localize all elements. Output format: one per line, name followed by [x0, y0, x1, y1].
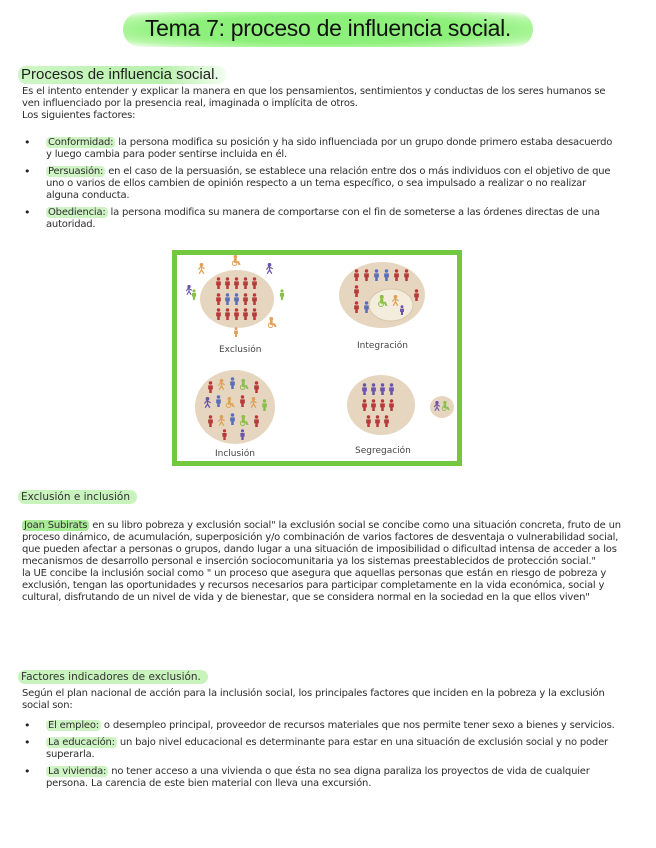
factors-list: [22, 137, 618, 236]
list-item: [22, 737, 622, 761]
label-integration: Integración: [357, 341, 409, 351]
bullet-term: La vivienda:: [48, 766, 107, 777]
factors-label: Los siguientes factores:: [22, 110, 136, 121]
bullet-text: la persona modifica su manera de comportarse con el fin de someterse a las órdenes directas de una autoridad.: [46, 207, 600, 230]
label-exclusion: Exclusión: [219, 345, 262, 355]
section-intro-paragraph: [22, 86, 612, 122]
integration-inner-circle: [369, 289, 413, 321]
list-item: [22, 720, 622, 732]
ue-text: la UE concibe la inclusión social como " un proceso que asegura que aquellas personas que están en riesgo de pobreza y exclusión, tengan las oportunidades y recursos necesarios para participar completamente en la vida económica, social y cultural, disfrutando de un nivel de vida y de bienestar, que se considera normal en la sociedad en la que ellos viven": [22, 568, 607, 603]
subirats-text: en su libro pobreza y exclusión social" la exclusión social se concibe como una situación concreta, fruto de un proceso dinámico, de acumulación, superposición y/o combinación de varios factores de desventaja o vulnerabilidad social, que pueden afectar a personas o grupos, dando lugar a una situación de imposibilidad o dificultad intensa de acceder a los mecanismos de desarrollo personal e inserción sociocomunitaria ya los sistemas preestablecidos de protección social.": [22, 520, 621, 567]
label-segregation: Segregación: [355, 446, 411, 456]
list-item: [22, 137, 618, 161]
list-item: [22, 166, 618, 202]
subirats-paragraph: [22, 520, 636, 604]
bullet-text: un bajo nivel educacional es determinante para estar en una situación de exclusión social y no poder superarla.: [46, 737, 608, 760]
list-item: [22, 766, 622, 790]
bullet-text: o desempleo principal, proveedor de recursos materiales que nos permite tener sexo a bienes y servicios.: [100, 720, 615, 731]
bullet-term: Obediencia:: [48, 207, 106, 218]
title-wrapper: [0, 12, 656, 47]
segregated-small-circle: [430, 396, 454, 418]
segregation-group: [347, 375, 454, 456]
section-heading-exclusion-inclusion: Exclusión e inclusión: [18, 490, 137, 504]
section-heading-influence: Procesos de influencia social.: [18, 66, 226, 84]
inclusion-diagram-figure: [172, 250, 462, 466]
label-inclusion: Inclusión: [215, 449, 255, 459]
bullet-term: La educación:: [48, 737, 115, 748]
integration-group: [339, 262, 425, 351]
bullet-term: El empleo:: [48, 720, 99, 731]
bullet-text: la persona modifica su posición y ha sido influenciada por un grupo donde primero estaba desacuerdo y luego cambia para poder sentirse incluida en él.: [46, 137, 613, 160]
list-item: [22, 207, 618, 231]
author-name: Joan Subirats: [24, 520, 88, 531]
inclusion-group: [195, 370, 275, 459]
section-heading-factors: Factores indicadores de exclusión.: [18, 670, 208, 684]
bullet-text: en el caso de la persuasión, se establece una relación entre dos o más individuos con el objetivo de que uno o varios de ellos cambien de opinión respecto a un tema específico, o sea impulsado a realizar o no realizar alguna conducta.: [46, 166, 611, 201]
bullet-text: no tener acceso a una vivienda o que ésta no sea digna paraliza los proyectos de vida de cualquier persona. La carencia de este bien material con lleva una excursión.: [46, 766, 590, 789]
bullet-term: Conformidad:: [48, 137, 114, 148]
intro-text: Es el intento entender y explicar la manera en que los pensamientos, sentimientos y conductas de los seres humanos se ven influenciado por la presencia real, imaginada o implícita de otros.: [22, 86, 606, 109]
factors-intro: Según el plan nacional de acción para la inclusión social, los principales factores que inciden en la pobreza y la exclusión social son:: [22, 688, 605, 711]
bullet-term: Persuasión:: [48, 166, 104, 177]
exclusion-factors-list: [22, 720, 622, 795]
page-title: Tema 7: proceso de influencia social.: [123, 12, 533, 47]
inclusion-diagram-svg: [177, 255, 457, 461]
exclusion-group: [187, 255, 285, 355]
